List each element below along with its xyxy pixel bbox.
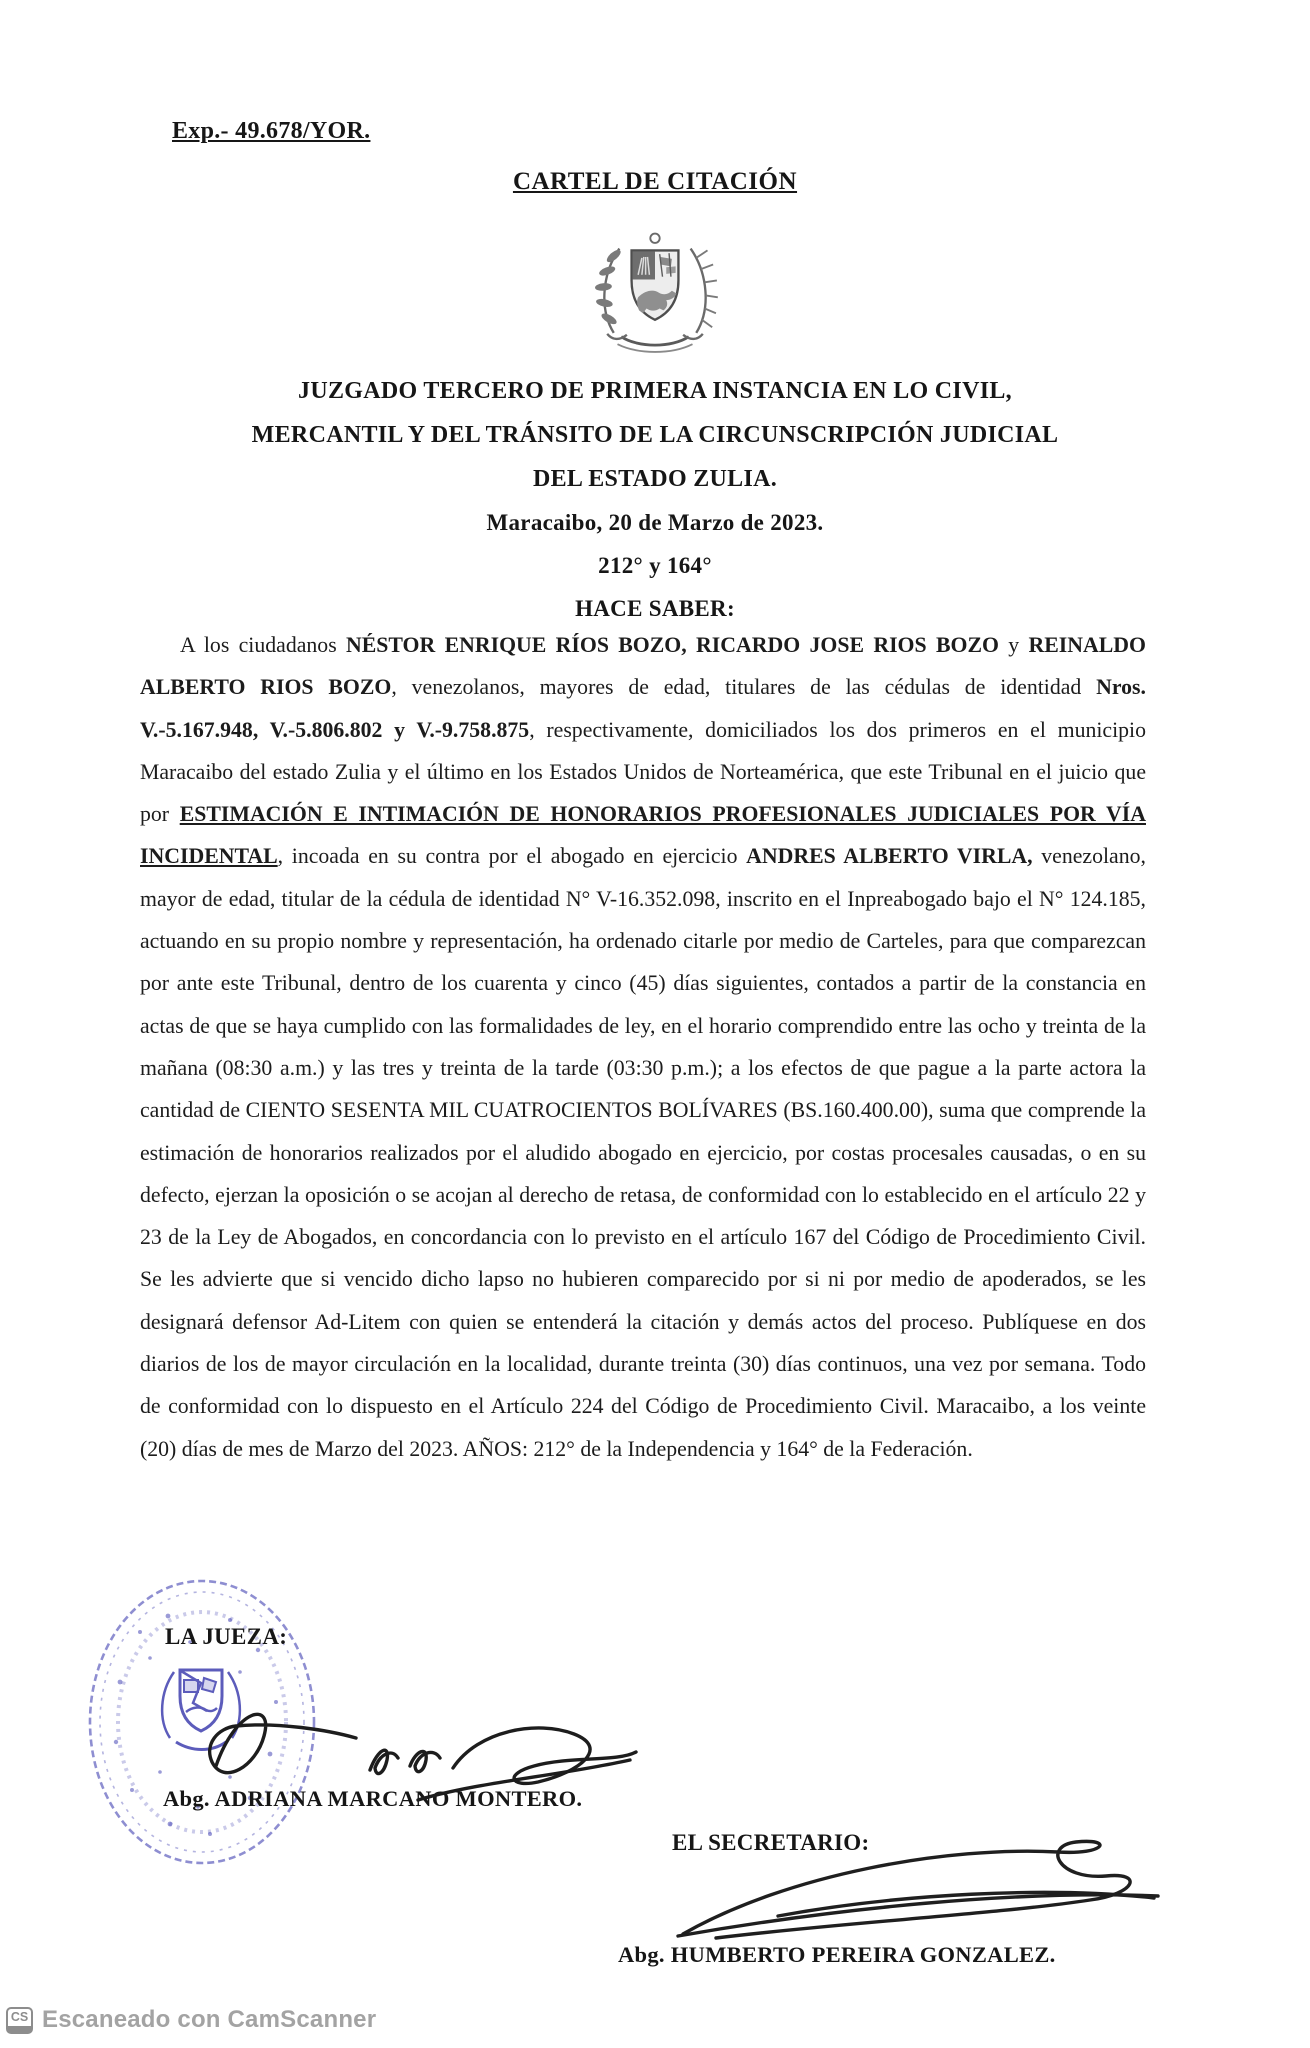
body-text-segment: Nros. V.-5.167.948, V.-5.806.802 y V.-9.758.875 [140,675,1146,742]
camscanner-icon-label: CS [10,2009,29,2024]
court-name-line: DEL ESTADO ZULIA. [532,466,778,492]
body-text-segment: ESTIMACIÓN E INTIMACIÓN DE HONORARIOS PROFESIONALES JUDICIALES POR VÍA INCIDENTAL [140,802,1146,869]
venezuela-coat-of-arms-icon [580,226,730,367]
secretario-signature [628,1836,1188,1953]
body-text-segment: ANDRES ALBERTO VIRLA, [746,844,1033,869]
scanner-watermark-text: Escaneado con CamScanner [42,2006,377,2033]
body-text-segment: , venezolanos, mayores de edad, titulares de las cédulas de identidad [391,675,1097,700]
court-name-line: JUZGADO TERCERO DE PRIMERA INSTANCIA EN LO CIVIL, [298,378,1012,404]
body-text-segment: venezolano, mayor de edad, titular de la cédula de identidad N° V-16.352.098, inscrito en el Inpreabogado bajo el N° 124.185, actuando en su propio nombre y representación, ha ordenado citarle por medio de Carteles, para que comparezcan por ante este Tribunal, dentro de los cuarenta y cinco (45) días siguientes, contados a partir de la constancia en actas de que se haya cumplido con las formalidades de ley, en el horario comprendido entre las ocho y treinta de la mañana (08:30 a.m.) y las tres y treinta de la tarde (03:30 p.m.); a los efectos de que pague a la parte actora la cantidad de CIENTO SESENTA MIL CUATROCIENTOS BOLÍVARES (BS.160.400.00), suma que comprende la estimación de honorarios realizados por el aludido abogado en ejercicio, por costas procesales causadas, o en su defecto, ejerzan la oposición o se acojan al derecho de retasa, de conformidad con lo establecido en el artículo 22 y 23 de la Ley de Abogados, en concordancia con lo previsto en el artículo 167 del Código de Procedimiento Civil. Se les advierte que si vencido dicho lapso no hubieren comparecido por si ni por medio de apoderados, se les designará defensor Ad-Litem con quien se entenderá la citación y demás actos del proceso. Publíquese en dos diarios de los de mayor circulación en la localidad, durante treinta (30) días continuos, una vez por semana. Todo de conformidad con lo dispuesto en el Artículo 224 del Código de Procedimiento Civil. Maracaibo, a los veinte (20) días de mes de Marzo del 2023. AÑOS: 212° de la Independencia y 164° de la Federación. [140,844,1146,1461]
camscanner-cs-icon [6,2007,33,2034]
secretario-label: EL SECRETARIO: [672,1830,870,1855]
exp-number: Exp.- 49.678/YOR. [172,118,371,144]
body-text-segment: , respectivamente, domiciliados los dos primeros en el municipio Maracaibo del estado Zulia y el último en los Estados Unidos de Norteamérica, que este Tribunal en el juicio que por [140,717,1147,827]
hace-saber-heading: HACE SABER: [575,596,735,621]
camscanner-icon-bar [8,2026,31,2032]
body-text-segment: A los ciudadanos [180,633,347,657]
body-text-segment: , incoada en su contra por el abogado en ejercicio [277,844,747,869]
body-text-segment: NÉSTOR ENRIQUE RÍOS BOZO, RICARDO JOSE RIOS BOZO [346,633,999,657]
jueza-signature [118,1678,658,1843]
document-title: CARTEL DE CITACIÓN [512,168,798,195]
secretario-name: Abg. HUMBERTO PEREIRA GONZALEZ. [618,1942,1056,1967]
body-text-segment: y [998,633,1029,657]
date-line: Maracaibo, 20 de Marzo de 2023. [486,510,824,535]
jueza-name: Abg. ADRIANA MARCANO MONTERO. [163,1786,583,1811]
constitutional-years-line: 212° y 164° [598,553,712,578]
body-paragraph [140,624,1146,1470]
body-text-segment: REINALDO ALBERTO RIOS BOZO [140,633,1146,700]
jueza-label: LA JUEZA: [165,1624,288,1649]
camscanner-footer [6,2003,376,2037]
court-name-line: MERCANTIL Y DEL TRÁNSITO DE LA CIRCUNSCRIPCIÓN JUDICIAL [251,422,1059,448]
